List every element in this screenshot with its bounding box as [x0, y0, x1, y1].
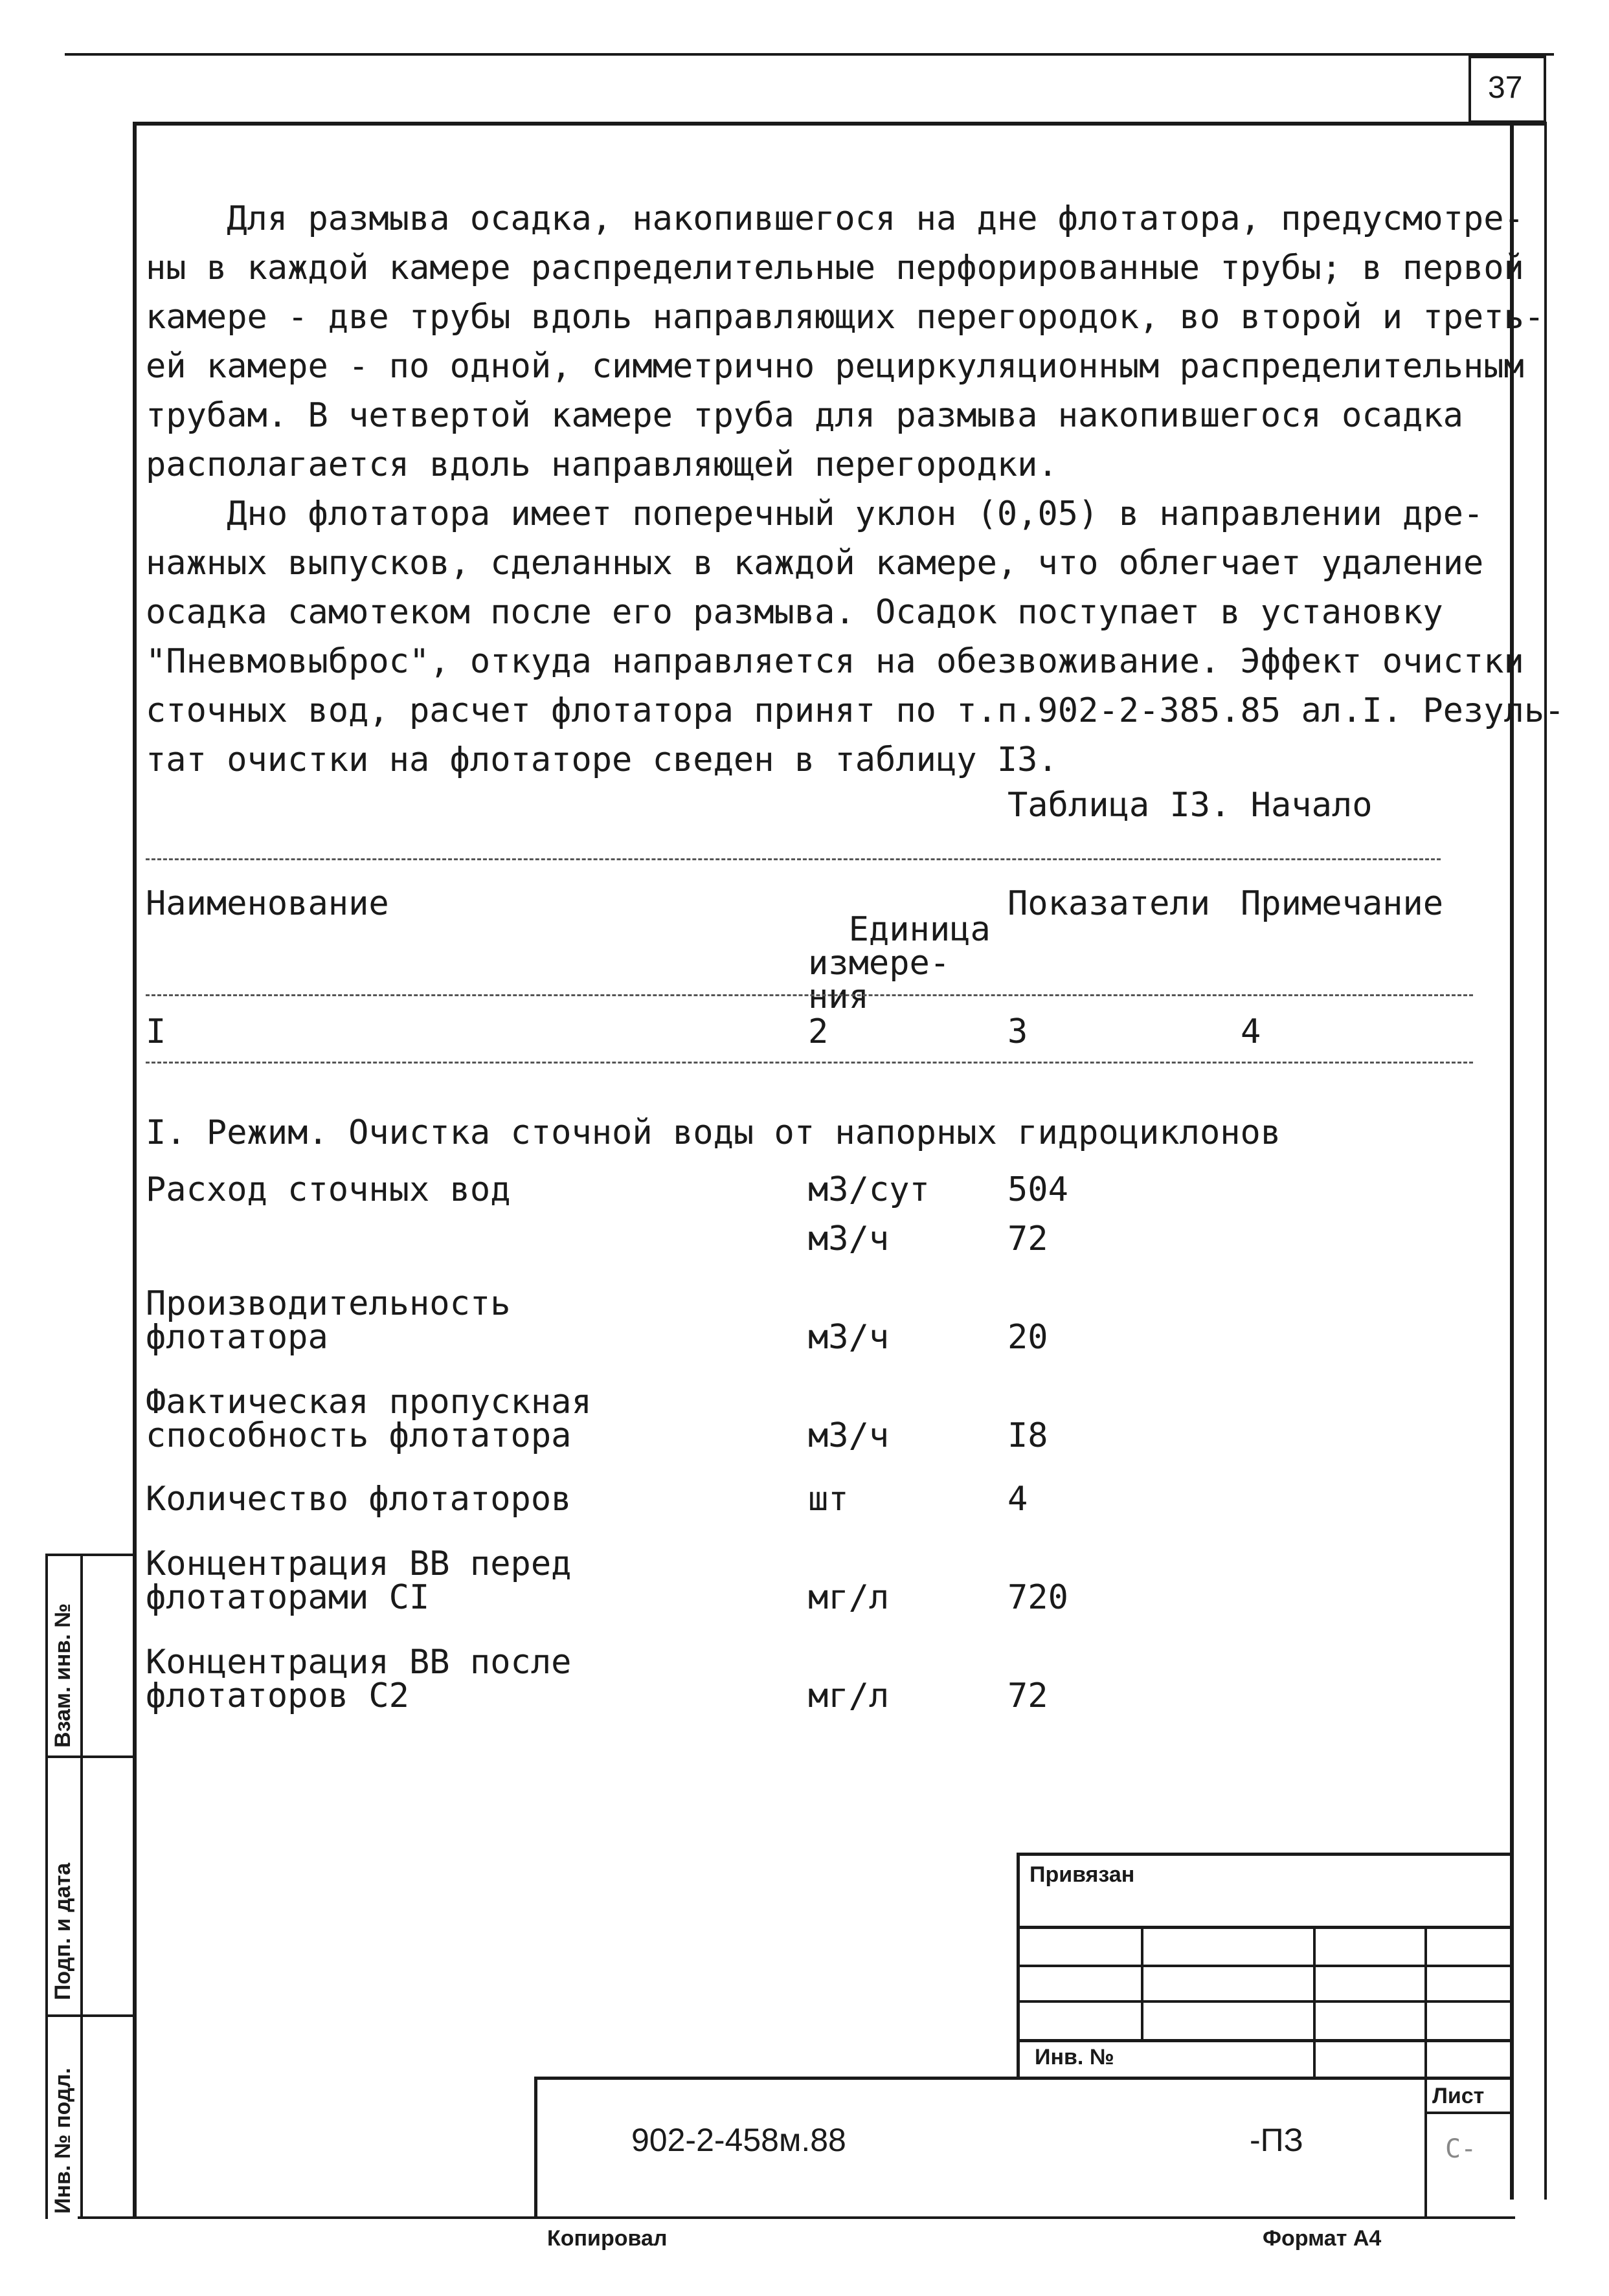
- stamp-row-4: [1017, 2039, 1513, 2042]
- header-note: Примечание: [1241, 884, 1444, 923]
- row-value: I8: [1007, 1416, 1048, 1455]
- code-box-top: [534, 2077, 1513, 2080]
- row-name: Расход сточных вод: [146, 1170, 511, 1209]
- frame-top: [133, 122, 1544, 126]
- body-line: осадка самотеком после его размыва. Осадок поступает в установку: [146, 593, 1443, 632]
- side-div-2: [45, 2014, 136, 2017]
- stamp-col-3: [1424, 1926, 1427, 2079]
- row-unit: мг/л: [808, 1677, 890, 1715]
- stamp-inv-label: Инв. №: [1035, 2045, 1114, 2069]
- header-units-text: Единица измере- ния: [808, 910, 991, 1016]
- sheet-box-left: [1424, 2077, 1427, 2219]
- code-box-left: [534, 2077, 537, 2219]
- body-line: сточных вод, расчет флотатора принят по т.п.902-2-385.85 ал.I. Резуль-: [146, 691, 1565, 730]
- doc-code: 902-2-458м.88: [631, 2122, 846, 2158]
- row-name: Концентрация ВВ после флотаторов C2: [146, 1643, 572, 1715]
- footer-copied: Копировал: [547, 2226, 668, 2251]
- stamp-col-2: [1313, 1926, 1316, 2079]
- row-value: 720: [1007, 1578, 1068, 1617]
- col-number-1: I: [146, 1012, 166, 1051]
- body-line: располагается вдоль направляющей перегородки.: [146, 445, 1058, 484]
- side-label-signature: Подп. и дата: [51, 1862, 75, 2000]
- row-name: Производительность флотатора: [146, 1284, 511, 1357]
- body-line: нажных выпусков, сделанных в каждой камере, что облегчает удаление: [146, 544, 1484, 583]
- body-line: ны в каждой камере распределительные перфорированные трубы; в первой: [146, 249, 1524, 287]
- side-label-inv-original: Инв. № подл.: [51, 2068, 75, 2214]
- row-unit: м3/ч: [808, 1220, 890, 1258]
- doc-suffix: -ПЗ: [1250, 2122, 1303, 2158]
- body-line: тат очистки на флотаторе сведен в таблицу I3.: [146, 741, 1058, 779]
- row-name: Количество флотаторов: [146, 1480, 572, 1519]
- body-line: трубам. В четвертой камере труба для размыва накопившегося осадка: [146, 396, 1463, 435]
- row-unit: мг/л: [808, 1578, 890, 1617]
- frame-right: [1510, 122, 1514, 2200]
- sheet-box-mid: [1424, 2112, 1513, 2114]
- stamp-bound-label: Привязан: [1030, 1862, 1135, 1887]
- footer-format: Формат А4: [1263, 2226, 1382, 2251]
- top-rule: [65, 53, 1554, 56]
- row-name: Концентрация ВВ перед флотаторами CI: [146, 1544, 572, 1617]
- body-line: камере - две трубы вдоль направляющих перегородок, во второй и треть-: [146, 298, 1545, 337]
- side-label-inv-replace: Взам. инв. №: [51, 1603, 75, 1748]
- header-values: Показатели: [1007, 884, 1211, 923]
- row-unit: м3/сут: [808, 1170, 930, 1209]
- col-number-3: 3: [1007, 1012, 1028, 1051]
- row-value: 72: [1007, 1220, 1048, 1258]
- side-col-line-1: [45, 1554, 48, 2219]
- header-bottom-rule: [146, 994, 1473, 996]
- row-value: 504: [1007, 1170, 1068, 1209]
- sheet-value: С-: [1445, 2134, 1477, 2164]
- row-unit: м3/ч: [808, 1318, 890, 1357]
- row-name: Фактическая пропускная способность флотатора: [146, 1383, 592, 1455]
- row-unit: шт: [808, 1480, 849, 1519]
- header-units: [808, 879, 991, 1014]
- frame-left: [133, 122, 137, 2219]
- stamp-top: [1017, 1853, 1513, 1856]
- frame-bottom: [78, 2216, 1515, 2219]
- body-line: Для размыва осадка, накопившегося на дне флотатора, предусмотре-: [146, 199, 1524, 238]
- row-value: 20: [1007, 1318, 1048, 1357]
- stamp-col-1: [1141, 1926, 1143, 2041]
- header-name: Наименование: [146, 884, 389, 923]
- frame-right-outer: [1544, 122, 1547, 2200]
- row-unit: м3/ч: [808, 1416, 890, 1455]
- sheet-number: 37: [1488, 71, 1523, 105]
- body-line: "Пневмовыброс", откуда направляется на обезвоживание. Эффект очистки: [146, 642, 1524, 681]
- body-line: ей камере - по одной, симметрично рециркуляционным распределительным: [146, 347, 1524, 386]
- col-number-2: 2: [808, 1012, 829, 1051]
- side-col-line-2: [80, 1554, 83, 2219]
- stamp-row-2: [1017, 1965, 1513, 1967]
- col-number-4: 4: [1241, 1012, 1261, 1051]
- table-caption: Таблица I3. Начало: [1007, 786, 1373, 825]
- body-line: Дно флотатора имеет поперечный уклон (0,05) в направлении дре-: [146, 495, 1484, 533]
- numbers-bottom-rule: [146, 1062, 1473, 1064]
- table-top-rule: [146, 858, 1441, 860]
- side-box-top: [45, 1554, 136, 1556]
- stamp-row-3: [1017, 2000, 1513, 2003]
- side-div-1: [45, 1755, 136, 1758]
- stamp-row-1: [1017, 1926, 1513, 1929]
- row-value: 72: [1007, 1677, 1048, 1715]
- row-value: 4: [1007, 1480, 1028, 1519]
- sheet-label: Лист: [1432, 2084, 1485, 2108]
- section-title: I. Режим. Очистка сточной воды от напорных гидроциклонов: [146, 1113, 1281, 1152]
